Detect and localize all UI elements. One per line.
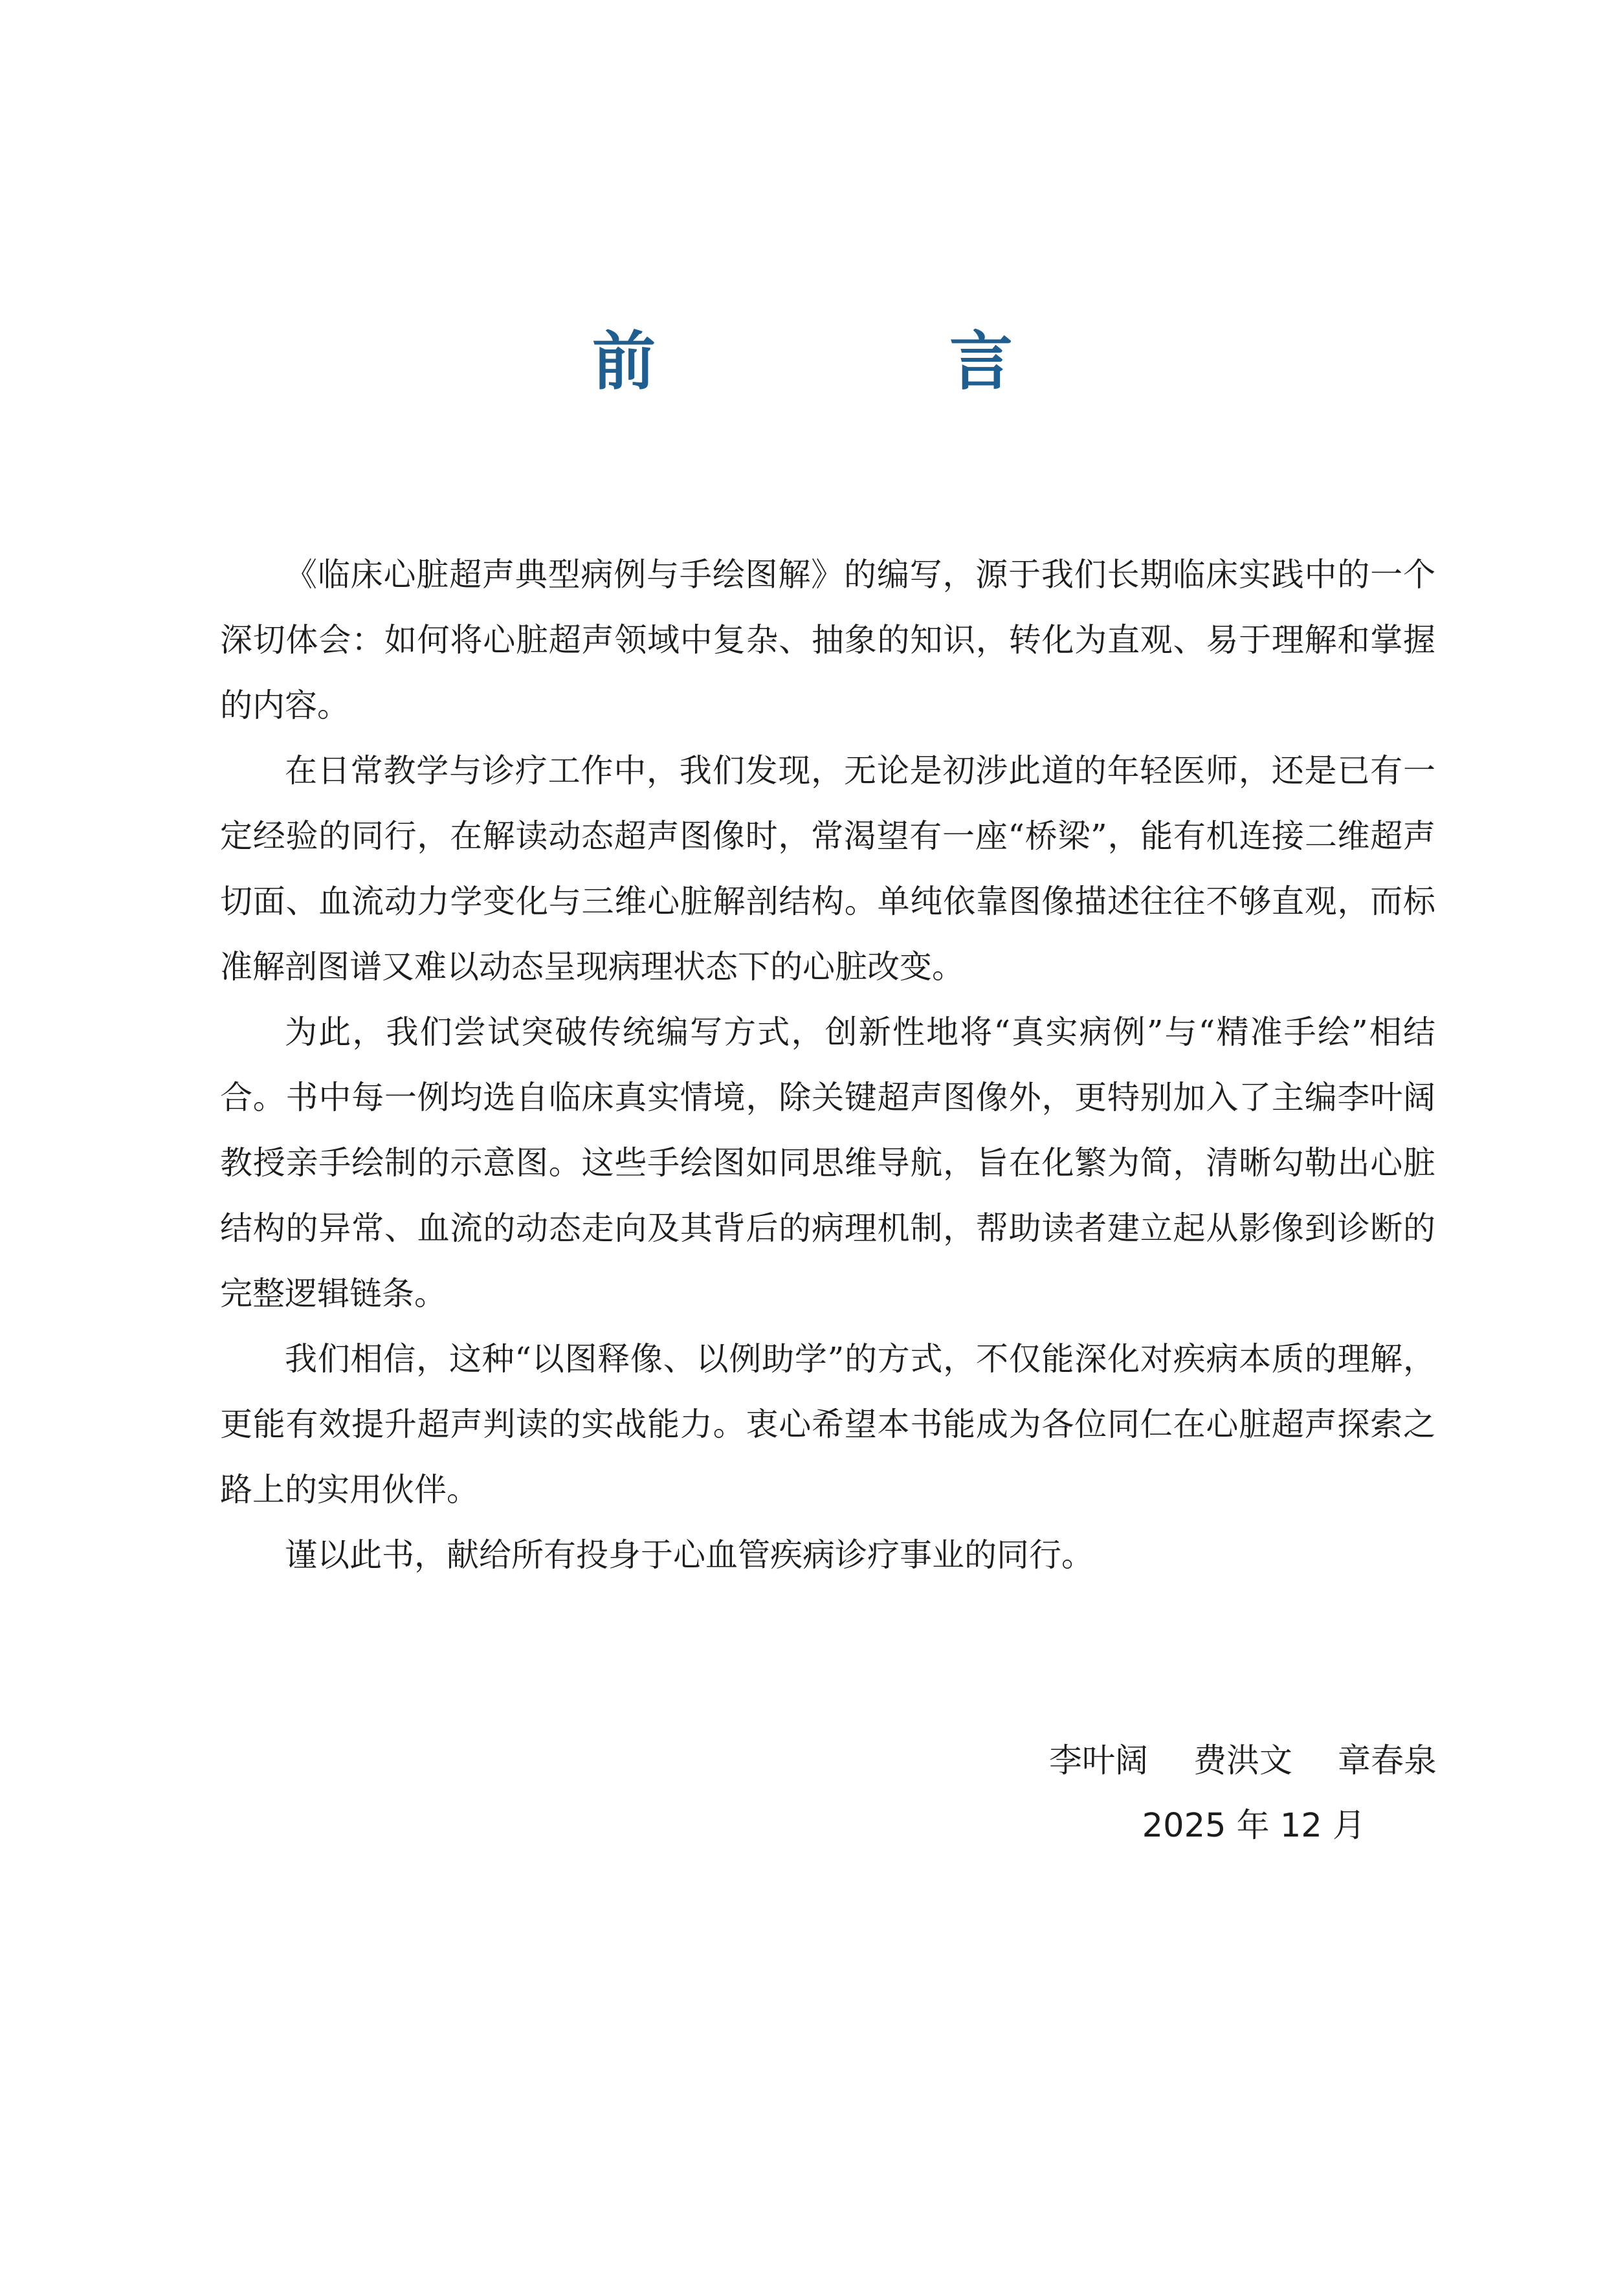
author-name: 章春泉 <box>1337 1742 1437 1780</box>
page-title: 前 言 <box>592 324 1149 399</box>
signature-date: 2025 年 12 月 <box>1142 1807 1366 1845</box>
paragraph-4: 我们相信，这种“以图释像、以例助学”的方式，不仅能深化对疾病本质的理解，更能有效提升超声判读的实战能力。衷心希望本书能成为各位同仁在心脏超声探索之路上的实用伙伴。 <box>220 1340 1435 1508</box>
preface-body <box>220 542 1435 1588</box>
paragraph-1: 《临床心脏超声典型病例与手绘图解》的编写，源于我们长期临床实践中的一个深切体会：如何将心脏超声领域中复杂、抽象的知识，转化为直观、易于理解和掌握的内容。 <box>220 556 1435 724</box>
author-name: 费洪文 <box>1193 1742 1292 1780</box>
paragraph-3: 为此，我们尝试突破传统编写方式，创新性地将“真实病例”与“精准手绘”相结合。书中每一例均选自临床真实情境，除关键超声图像外，更特别加入了主编李叶阔教授亲手绘制的示意图。这些手绘图如同思维导航，旨在化繁为简，清晰勾勒出心脏结构的异常、血流的动态走向及其背后的病理机制，帮助读者建立起从影像到诊断的完整逻辑链条。 <box>220 1013 1435 1312</box>
paragraph-5: 谨以此书，献给所有投身于心血管疾病诊疗事业的同行。 <box>285 1536 1094 1574</box>
author-name: 李叶阔 <box>1048 1742 1148 1780</box>
author-list <box>906 1738 1437 1785</box>
signature-block <box>906 1738 1437 1850</box>
paragraph-2: 在日常教学与诊疗工作中，我们发现，无论是初涉此道的年轻医师，还是已有一定经验的同行，在解读动态超声图像时，常渴望有一座“桥梁”，能有机连接二维超声切面、血流动力学变化与三维心脏解剖结构。单纯依靠图像描述往往不够直观，而标准解剖图谱又难以动态呈现病理状态下的心脏改变。 <box>220 752 1435 986</box>
